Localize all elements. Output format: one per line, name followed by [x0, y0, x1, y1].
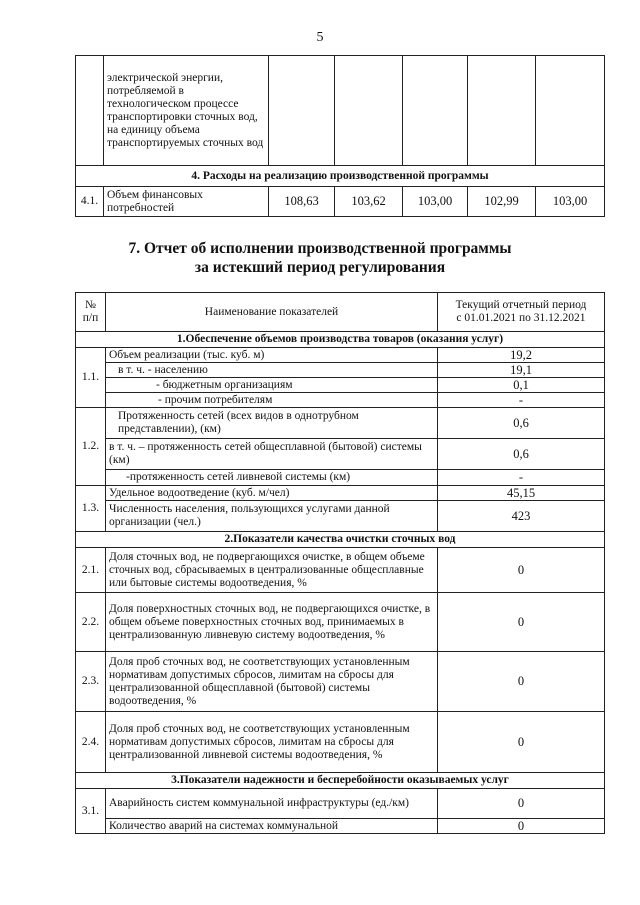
indicator-name: электрической энергии, потребляемой в технологическом процессе транспортировки сточных вод, на единицу объема транспортируемых сточных вод	[104, 56, 269, 166]
value-cell: 0,6	[438, 408, 605, 439]
value-cell: 103,00	[403, 187, 468, 217]
value-cell: 0	[438, 712, 605, 773]
value-cell: 0	[438, 652, 605, 712]
indicator-name: в т. ч. – протяженность сетей общесплавной (бытовой) системы (км)	[106, 439, 438, 470]
table-row	[76, 56, 605, 166]
section-title: 1.Обеспечение объемов производства товаров (оказания услуг)	[76, 332, 605, 348]
indicator-name: - бюджетным организациям	[106, 378, 438, 393]
row-number: 2.1.	[76, 548, 106, 593]
indicator-name: Аварийность систем коммунальной инфраструктуры (ед./км)	[106, 789, 438, 819]
section-title: 3.Показатели надежности и бесперебойности оказываемых услуг	[76, 773, 605, 789]
header-period: Текущий отчетный период с 01.01.2021 по 31.12.2021	[438, 293, 605, 332]
production-program-table	[75, 55, 605, 217]
indicator-name: Объем реализации (тыс. куб. м)	[106, 348, 438, 363]
table-row	[76, 408, 605, 439]
table-row	[76, 486, 605, 501]
page-number: 5	[316, 30, 324, 45]
row-number: 4.1.	[76, 187, 104, 217]
row-number: 1.3.	[76, 486, 106, 532]
value-cell: -	[438, 393, 605, 408]
table-row	[76, 363, 605, 378]
table-row	[76, 348, 605, 363]
table-row	[76, 470, 605, 486]
row-number: 2.3.	[76, 652, 106, 712]
value-cell: 45,15	[438, 486, 605, 501]
table-row	[76, 593, 605, 652]
indicator-name: Доля проб сточных вод, не соответствующих установленным нормативам допустимых сбросов, лимитам на сбросы для централизованной общесплавной (бытовой) системы водоотведения, %	[106, 652, 438, 712]
table-row	[76, 819, 605, 834]
section-row	[76, 332, 605, 348]
report-heading	[0, 239, 640, 277]
table-row	[76, 378, 605, 393]
value-cell: 0	[438, 548, 605, 593]
indicator-name: Удельное водоотведение (куб. м/чел)	[106, 486, 438, 501]
indicator-name: Доля сточных вод, не подвергающихся очистке, в общем объеме сточных вод, сбрасываемых в централизованные общесплавные или бытовые системы водоотведения, %	[106, 548, 438, 593]
heading-line-2: за истекший период регулирования	[194, 259, 446, 276]
header-row	[76, 293, 605, 332]
value-cell: 423	[438, 501, 605, 532]
value-cell: 19,1	[438, 363, 605, 378]
indicator-name: Доля поверхностных сточных вод, не подвергающихся очистке, в общем объеме поверхностных сточных вод, принимаемых в централизованную ливневую систему водоотведения, %	[106, 593, 438, 652]
row-number: 1.1.	[76, 348, 106, 408]
value-cell: 103,00	[536, 187, 605, 217]
report-table	[75, 292, 605, 834]
table-row	[76, 439, 605, 470]
indicator-name: Объем финансовых потребностей	[104, 187, 269, 217]
value-cell: 102,99	[468, 187, 536, 217]
indicator-name: Протяженность сетей (всех видов в однотрубном представлении), (км)	[106, 408, 438, 439]
heading-line-1: 7. Отчет об исполнении производственной программы	[128, 240, 512, 257]
value-cell: -	[438, 470, 605, 486]
indicator-name: в т. ч. - населению	[106, 363, 438, 378]
table-row	[76, 789, 605, 819]
indicator-name: Численность населения, пользующихся услугами данной организации (чел.)	[106, 501, 438, 532]
table-row	[76, 652, 605, 712]
table-row	[76, 712, 605, 773]
indicator-name: Количество аварий на системах коммунальной	[106, 819, 438, 834]
section-row	[76, 532, 605, 548]
section-title: 2.Показатели качества очистки сточных вод	[76, 532, 605, 548]
table-row	[76, 548, 605, 593]
header-num: № п/п	[76, 293, 106, 332]
value-cell: 0	[438, 593, 605, 652]
table-row	[76, 393, 605, 408]
row-number: 1.2.	[76, 408, 106, 486]
value-cell: 0	[438, 819, 605, 834]
row-number: 2.4.	[76, 712, 106, 773]
value-cell: 103,62	[335, 187, 403, 217]
header-name: Наименование показателей	[106, 293, 438, 332]
value-cell: 0,6	[438, 439, 605, 470]
row-number: 2.2.	[76, 593, 106, 652]
section-row	[76, 773, 605, 789]
value-cell: 19,2	[438, 348, 605, 363]
section-row	[76, 166, 605, 187]
indicator-name: - прочим потребителям	[106, 393, 438, 408]
section-title: 4. Расходы на реализацию производственной программы	[76, 166, 605, 187]
row-number: 3.1.	[76, 789, 106, 834]
value-cell: 0	[438, 789, 605, 819]
table-row	[76, 187, 605, 217]
value-cell: 0,1	[438, 378, 605, 393]
value-cell: 108,63	[269, 187, 335, 217]
indicator-name: -протяженность сетей ливневой системы (км)	[106, 470, 438, 486]
indicator-name: Доля проб сточных вод, не соответствующих установленным нормативам допустимых сбросов, лимитам на сбросы для централизованной ливневой системы водоотведения, %	[106, 712, 438, 773]
table-row	[76, 501, 605, 532]
